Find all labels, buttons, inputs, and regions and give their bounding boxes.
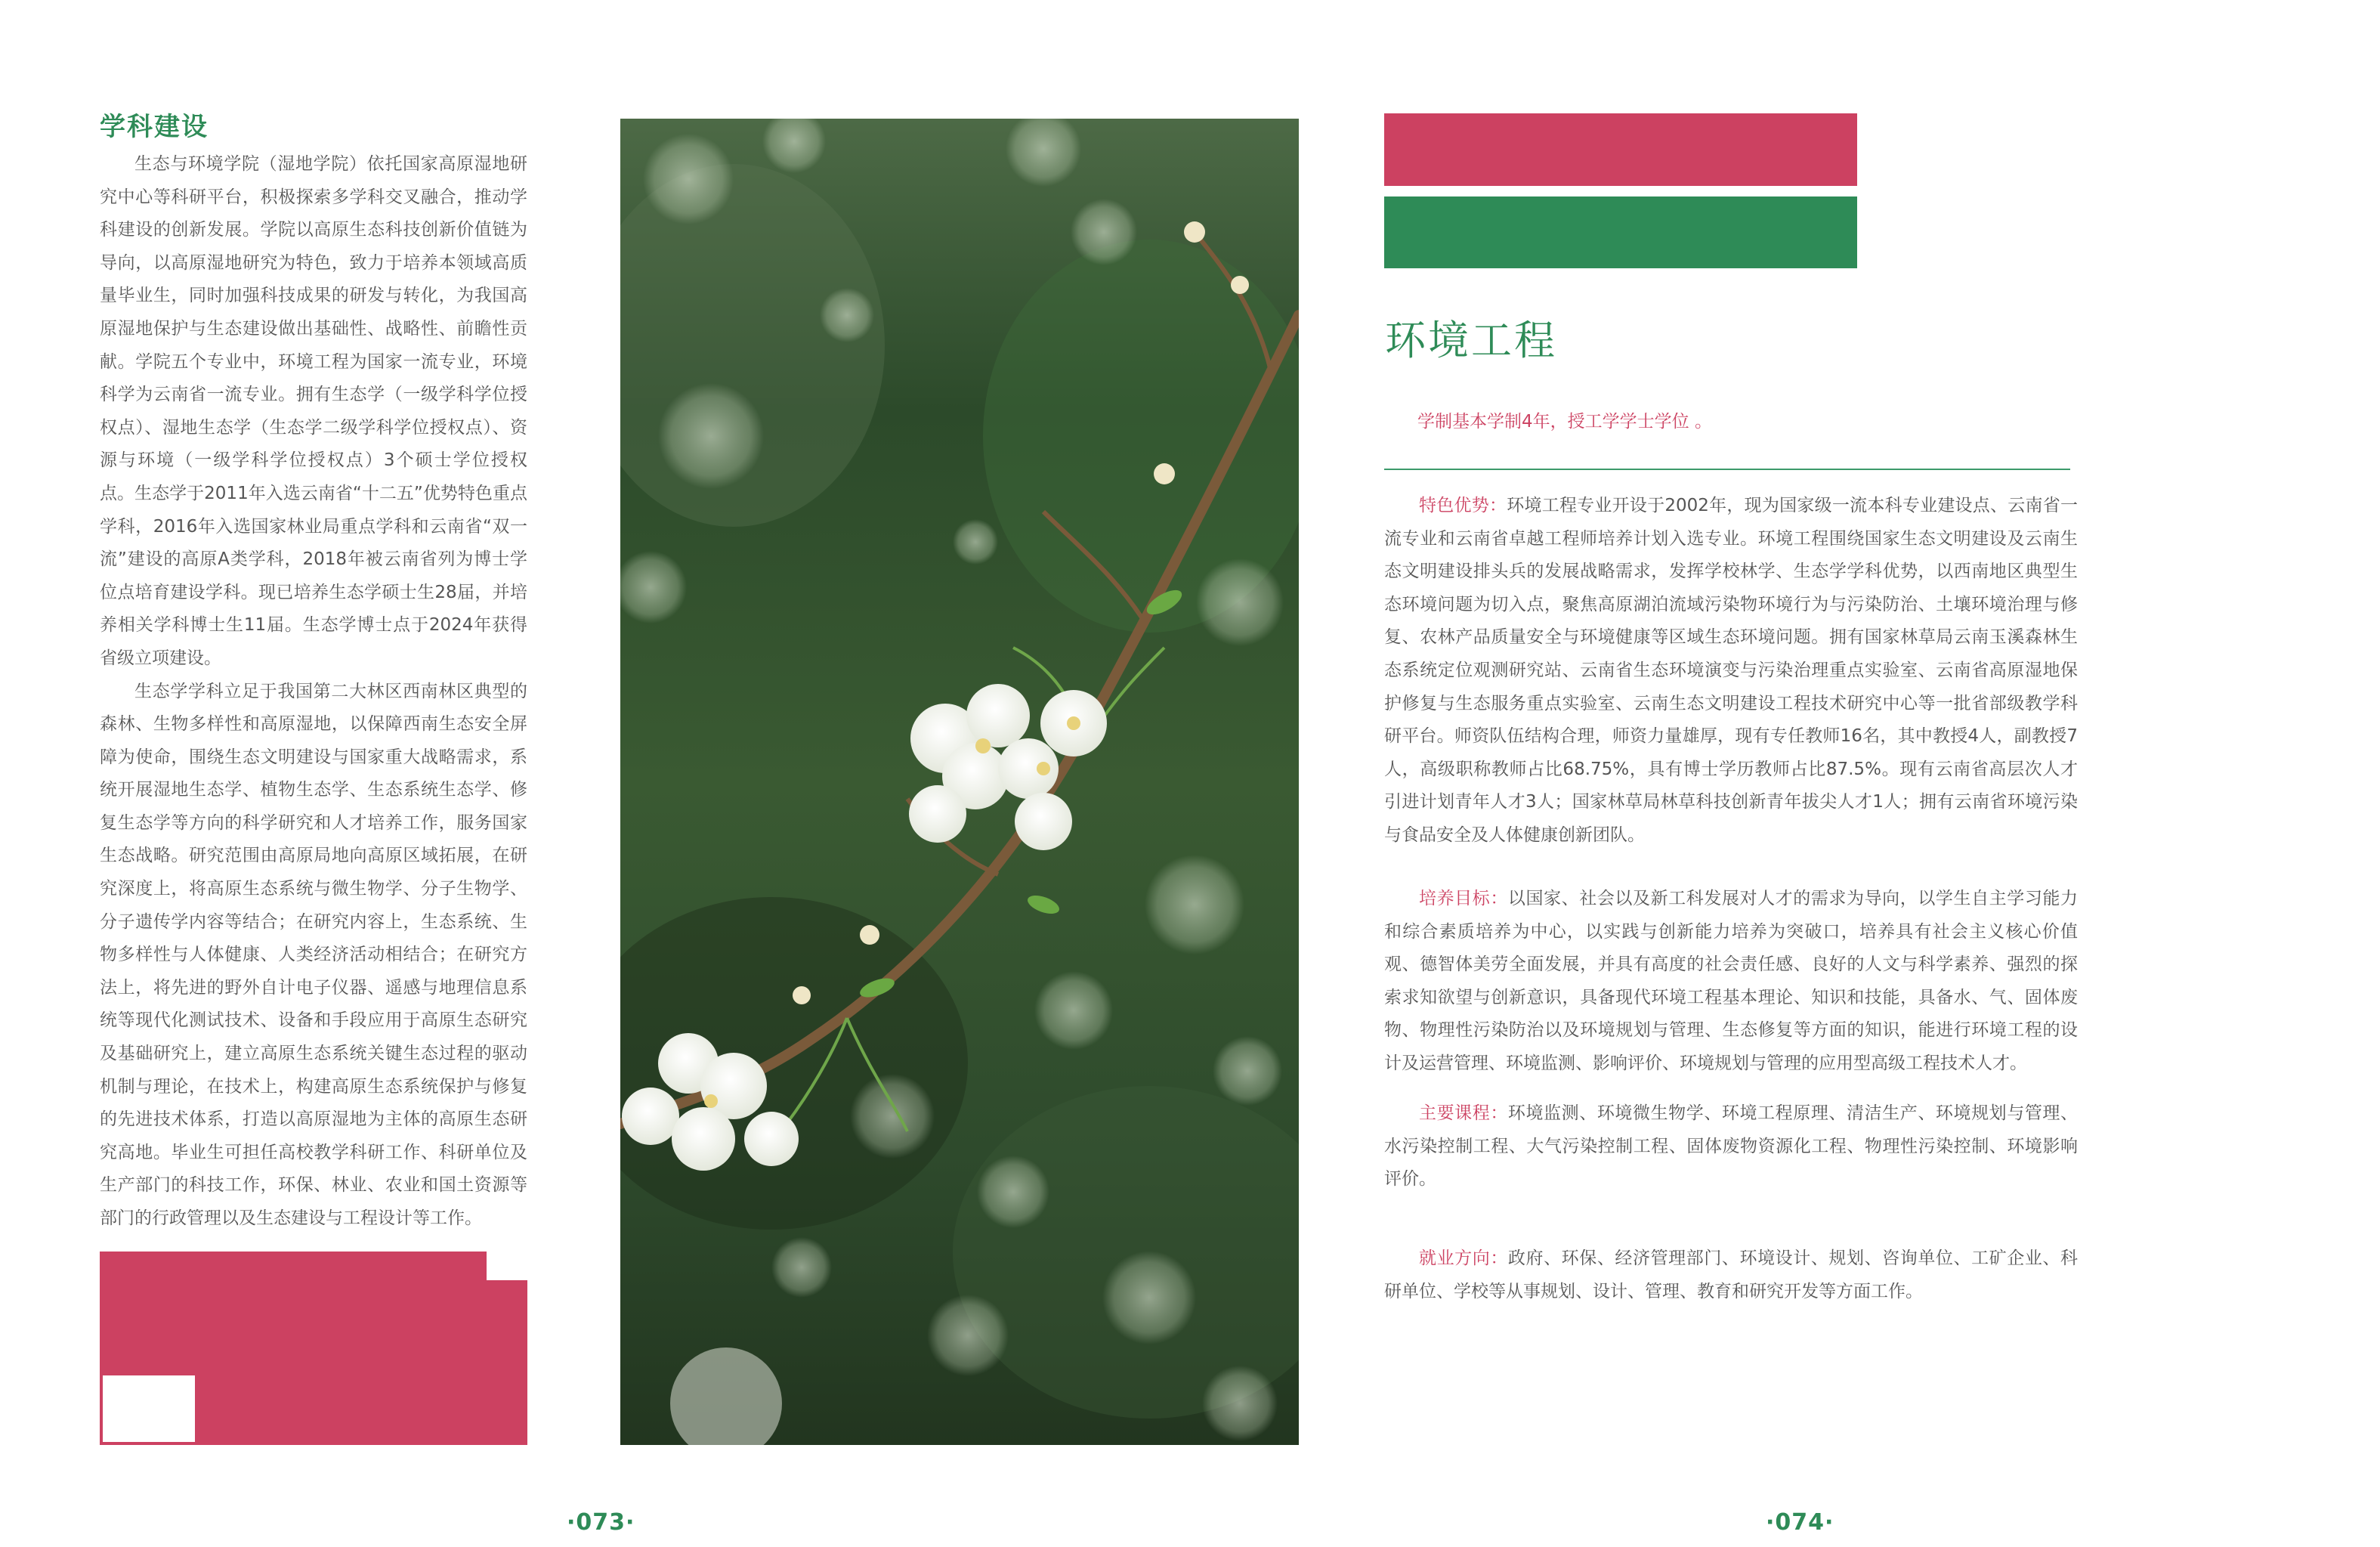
goal-text: 以国家、社会以及新工科发展对人才的需求为导向，以学生自主学习能力和综合素质培养为中心，以实践与创新能力培养为突破口，培养具有社会主义核心价值观、德智体美劳全面发展，并具有高度的社会责任感、良好的人文与科学素养、强烈的探索求知欲望与创新意识，具备现代环境工程基本理论、知识和技能，具备水、气、固体废物、物理性污染防治以及环境规划与管理、生态修复等方面的知识，能进行环境工程的设计及运营管理、环境监测、影响评价、环境规划与管理的应用型高级工程技术人才。: [1384, 889, 2079, 1073]
discipline-body: [100, 148, 527, 1236]
blossom-photo: [620, 119, 1299, 1445]
header-bar-green: [1384, 196, 1857, 268]
goal-section: [1384, 883, 2078, 1081]
discipline-paragraph-1: 生态与环境学院（湿地学院）依托国家高原湿地研究中心等科研平台，积极探索多学科交叉融合，推动学科建设的创新发展。学院以高原生态科技创新价值链为导向，以高原湿地研究为特色，致力于培养本领域高质量毕业生，同时加强科技成果的研发与转化，为我国高原湿地保护与生态建设做出基础性、战略性、前瞻性贡献。学院五个专业中，环境工程为国家一流专业，环境科学为云南省一流专业。拥有生态学（一级学科学位授权点）、湿地生态学（生态学二级学科学位授权点）、资源与环境（一级学科学位授权点）3个硕士学位授权点。生态学于2011年入选云南省“十二五”优势特色重点学科，2016年入选国家林业局重点学科和云南省“双一流”建设的高原A类学科，2018年被云南省列为博士学位点培育建设学科。现已培养生态学硕士生28届，并培养相关学科博士生11届。生态学博士点于2024年获得省级立项建设。: [100, 154, 527, 668]
discipline-paragraph-2: 生态学学科立足于我国第二大林区西南林区典型的森林、生物多样性和高原湿地，以保障西南生态安全屏障为使命，围绕生态文明建设与国家重大战略需求，系统开展湿地生态学、植物生态学、生态系统生态学、修复生态学等方向的科学研究和人才培养工作，服务国家生态战略。研究范围由高原局地向高原区域拓展，在研究深度上，将高原生态系统与微生物学、分子生物学、分子遗传学内容等结合；在研究内容上，生态系统、生物多样性与人体健康、人类经济活动相结合；在研究方法上，将先进的野外自计电子仪器、遥感与地理信息系统等现代化测试技术、设备和手段应用于高原生态研究及基础研究上，建立高原生态系统关键生态过程的驱动机制与理论，在技术上，构建高原生态系统保护与修复的先进技术体系，打造以高原湿地为主体的高原生态研究高地。毕业生可担任高校教学科研工作、科研单位及生产部门的科技工作，环保、林业、农业和国土资源等部门的行政管理以及生态建设与工程设计等工作。: [100, 681, 527, 1228]
career-text: 政府、环保、经济管理部门、环境设计、规划、咨询单位、工矿企业、科研单位、学校等从事规划、设计、管理、教育和研究开发等方面工作。: [1384, 1248, 2079, 1301]
blossom-photo-art: [620, 119, 1299, 1445]
decorative-white-square: [103, 1375, 195, 1442]
feature-section: [1384, 490, 2078, 852]
feature-text: 环境工程专业开设于2002年，现为国家级一流本科专业建设点、云南省一流专业和云南省卓越工程师培养计划入选专业。环境工程围绕国家生态文明建设及云南生态文明建设排头兵的发展战略需求，发挥学校林学、生态学学科优势，以西南地区典型生态环境问题为切入点，聚焦高原湖泊流域污染物环境行为与污染防治、土壤环境治理与修复、农林产品质量安全与环境健康等区域生态环境问题。拥有国家林草局云南玉溪森林生态系统定位观测研究站、云南省生态环境演变与污染治理重点实验室、云南省高原湿地保护修复与生态服务重点实验室、云南生态文明建设工程技术研究中心等一批省部级教学科研平台。师资队伍结构合理，师资力量雄厚，现有专任教师16名，其中教授4人，副教授7人，高级职称教师占比68.75%，具有博士学历教师占比87.5%。现有云南省高层次人才引进计划青年人才3人；国家林草局林草科技创新青年拔尖人才1人；拥有云南省环境污染与食品安全及人体健康创新团队。: [1384, 496, 2078, 845]
page-number-right: ·074·: [1766, 1509, 1834, 1536]
major-title: 环境工程: [1385, 317, 1557, 364]
career-label: 就业方向：: [1419, 1248, 1508, 1268]
course-text: 环境监测、环境微生物学、环境工程原理、清洁生产、环境规划与管理、水污染控制工程、大气污染控制工程、固体废物资源化工程、物理性污染控制、环境影响评价。: [1384, 1103, 2079, 1190]
section-title: 学科建设: [100, 112, 209, 142]
course-label: 主要课程：: [1419, 1103, 1508, 1123]
career-section: [1384, 1242, 2078, 1308]
header-bar-red: [1384, 113, 1857, 186]
divider: [1384, 469, 2070, 470]
goal-label: 培养目标：: [1419, 889, 1508, 908]
decorative-block-top: [100, 1252, 487, 1282]
degree-info: 学制基本学制4年，授工学学士学位 。: [1417, 412, 1712, 432]
course-section: [1384, 1097, 2078, 1196]
page-number-left: ·073·: [567, 1509, 635, 1536]
feature-label: 特色优势：: [1419, 496, 1507, 515]
